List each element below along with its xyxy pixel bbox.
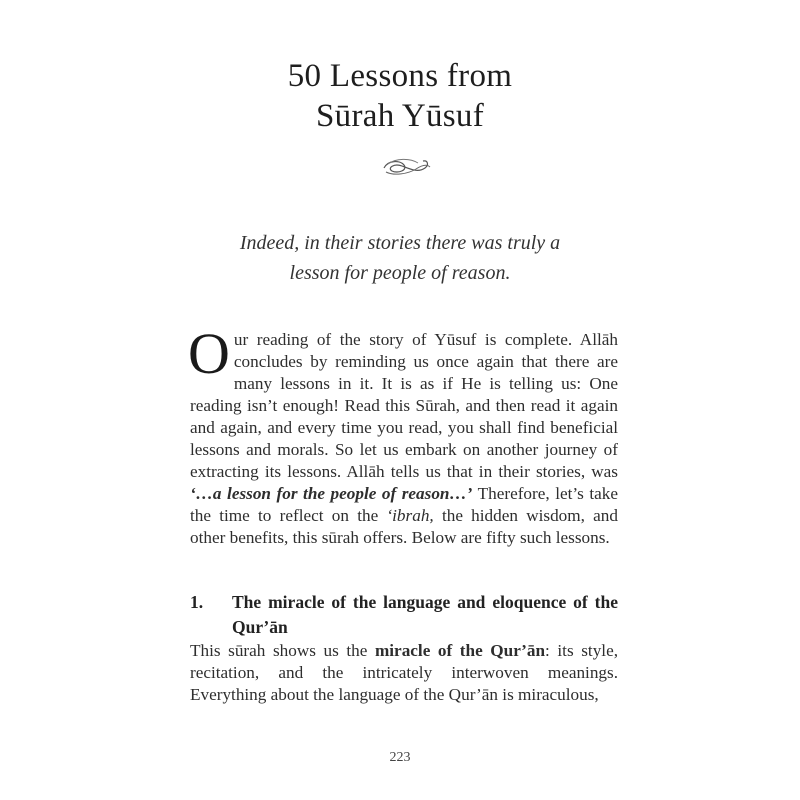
intro-quote: ‘…a lesson for the people of reason…’ [190, 484, 473, 503]
section-body-text-2: : its style, recitation, and the intricately interwoven meanings. Everything about the language of the Qur’ān is miraculous, [190, 641, 618, 704]
chapter-title [0, 56, 800, 136]
epigraph-line-2: lesson for people of reason. [289, 262, 511, 284]
intro-text-3: the hidden wisdom, and other benefits, this sūrah offers. Below are fifty such lessons. [190, 506, 618, 547]
epigraph-quote [0, 228, 800, 288]
epigraph-line-1: Indeed, in their stories there was truly a [239, 232, 561, 254]
section-body-1 [190, 640, 618, 706]
section-body-text-1: This sūrah shows us the [190, 641, 375, 660]
section-body-emphasis: miracle of the Qur’ān [374, 641, 546, 660]
flourish-ornament-icon [378, 152, 434, 180]
intro-text-2: Therefore, let’s take the time to reflect on the [190, 484, 619, 525]
section-number: 1. [190, 592, 204, 612]
chapter-title-line-2: Sūrah Yūsuf [316, 98, 484, 134]
section-heading-1 [190, 590, 618, 640]
page-number: 223 [389, 750, 411, 765]
section-heading-text: The miracle of the language and eloquence of the Qur’ān [232, 592, 618, 637]
intro-term: ‘ibrah, [386, 506, 434, 525]
intro-paragraph [188, 321, 619, 549]
intro-text-1: ur reading of the story of Yūsuf is complete. Allāh concludes by reminding us once again that there are many lessons in it. It is as if He is telling us: One reading isn’t enough! Read this Sūrah, and then read it again and again, and every time you read, you shall find beneficial lessons and morals. So let us embark on another journey of extracting its lessons. Allāh tells us that in their stories, was [190, 330, 618, 481]
drop-cap: O [188, 321, 230, 386]
chapter-title-line-1: 50 Lessons from [287, 58, 513, 94]
